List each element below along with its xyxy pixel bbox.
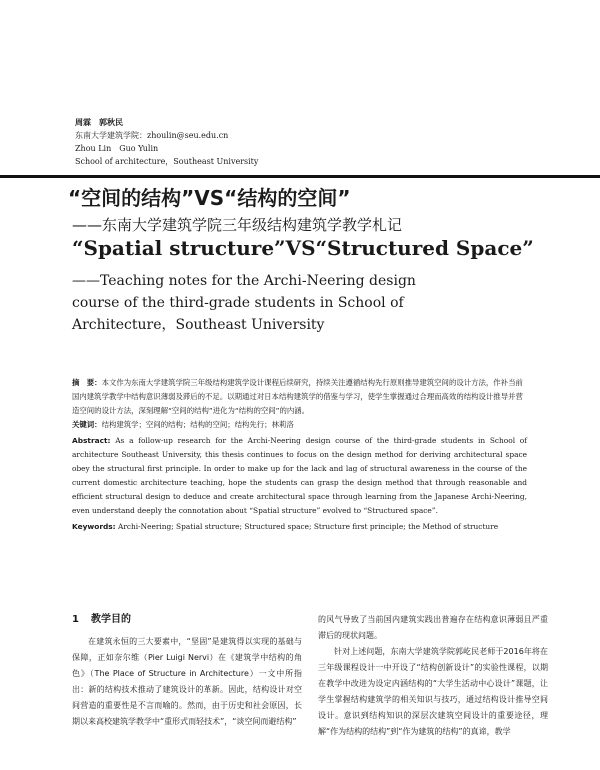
section-title: 教学目的: [90, 614, 131, 625]
keywords-cn-label: 关键词：: [72, 420, 102, 429]
author-affiliation-cn: 东南大学建筑学院：zhoulin@seu.edu.cn: [75, 131, 229, 140]
author-names-cn: 周霖 郭秋民: [75, 118, 123, 127]
section-heading: [72, 612, 302, 628]
body-paragraph: 的风气导致了当前国内建筑实践出普遍存在结构意识薄弱且严重滞后的现状问题。: [318, 615, 548, 640]
subtitle-cn: ——东南大学建筑学院三年级结构建筑学教学札记: [72, 216, 403, 234]
subtitle-en: [72, 270, 572, 336]
header-rule: [0, 175, 600, 178]
body-paragraph: 针对上述问题，东南大学建筑学院郭屹民老师于2016年将在三年级课程设计一中开设了“结构创新设计”的实验性课程，以期在教学中改进为设定内涵结构的“大学生活动中心设计”课题，让学生掌握结构建筑学的相关知识与技巧，通过结构设计推导空间设计。意识到结构知识的深层次建筑空间设计的重要途径，理解“作为结构的结构”到“作为建筑的结构”的真谛，教学: [318, 647, 548, 736]
section-number: 1: [72, 614, 79, 625]
author-affiliation-en: School of architecture，Southeast University: [75, 157, 259, 166]
title-en: “Spatial structure”VS“Structured Space”: [72, 236, 534, 260]
subtitle-en-line: ——Teaching notes for the Archi-Neering design: [72, 273, 416, 289]
author-block: [75, 116, 258, 168]
keywords-en: [72, 520, 527, 534]
abstract-cn-label: 摘 要：: [72, 378, 102, 387]
keywords-en-label: Keywords:: [72, 522, 116, 531]
abstract-en-label: Abstract:: [72, 436, 111, 445]
keywords-cn-text: 结构建筑学；空间的结构；结构的空间；结构先行；林莉洛: [101, 420, 294, 429]
abstract-en-text: As a follow-up research for the Archi-Neering design course of the third-grade students in School of architecture Southeast University, this thesis continues to focus on the design method for deriving architectural space obey the structural first principle. In order to make up for the lack and lag of structural awareness in the course of the current domestic architecture teaching, hope the students can grasp the design method that through reasonable and efficient structural design to deduce and create architectural space through learning from the Japanese Archi-Neering, even understand deeply the connotation about “Spatial structure” evolved to “Structured space”.: [72, 436, 527, 515]
body-column-left: [72, 612, 302, 730]
keywords-cn: [72, 418, 527, 432]
subtitle-en-line: course of the third-grade students in School of: [72, 295, 404, 311]
body-column-right: [318, 612, 548, 740]
abstract-block: [72, 376, 527, 534]
abstract-en: [72, 434, 527, 518]
abstract-cn: [72, 376, 527, 418]
subtitle-en-line: Architecture，Southeast University: [72, 317, 325, 333]
title-cn: “空间的结构”VS“结构的空间”: [68, 186, 351, 210]
keywords-en-text: Archi-Neering; Spatial structure; Structured space; Structure first principle; the Method of structure: [117, 522, 499, 531]
body-paragraph: 在建筑永恒的三大要素中，“坚固”是建筑得以实现的基础与保障，正如奈尔维（Pier Luigi Nervi）在《建筑学中结构的角色》（The Place of Structure in Architecture）一文中所指出：新的结构技术推动了建筑设计的革新。因此，结构设计对空间营造的重要性是不言而喻的。然而，由于历史和社会原因，长期以来高校建筑学教学中“重形式而轻技术”，“谈空间而避结构”: [72, 637, 302, 726]
abstract-cn-text: 本文作为东南大学建筑学院三年级结构建筑学设计课程后续研究，持续关注遵循结构先行原则推导建筑空间的设计方法，作补当前国内建筑学教学中结构意识薄弱及滞后的不足。以期通过对日本结构建筑学的借鉴与学习，使学生掌握通过合理而高效的结构设计推导并营造空间的设计方法，深刻理解“空间的结构”进化为“结构的空间”的内涵。: [72, 378, 523, 415]
author-names-en: Zhou Lin Guo Yulin: [75, 144, 159, 153]
